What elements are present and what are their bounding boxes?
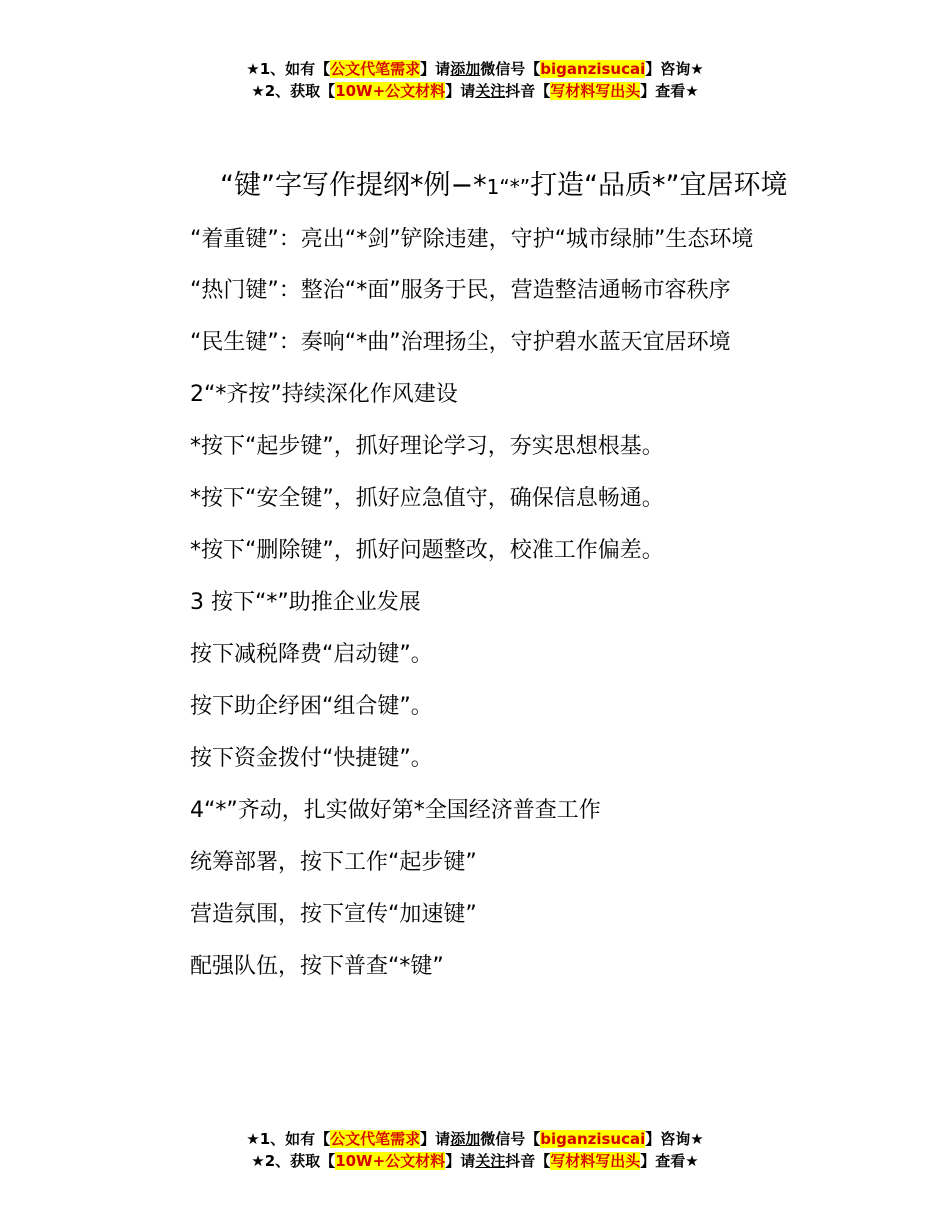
document-title [140, 162, 812, 211]
banner-highlight: 10W+公文材料 [335, 82, 446, 100]
banner-highlight: 10W+公文材料 [335, 1152, 446, 1170]
banner-highlight: 写材料写出头 [550, 1152, 641, 1170]
banner-line-1 [0, 1128, 950, 1150]
paragraph: *按下“安全键”，抓好应急值守，确保信息畅通。 [190, 486, 664, 511]
banner-text: 】查看★ [640, 1152, 699, 1170]
banner-text: 】咨询★ [645, 60, 704, 78]
banner-text: ★2、获取【 [251, 82, 336, 100]
banner-text: 】请 [445, 1152, 476, 1170]
banner-line-2 [0, 1150, 950, 1172]
banner-text: ★1、如有【 [246, 60, 331, 78]
banner-line-2 [0, 80, 950, 102]
banner-text: 抖音【 [505, 82, 551, 100]
banner-highlight: 公文代笔需求 [330, 60, 421, 78]
banner-text: 微信号【 [480, 60, 541, 78]
paragraph: 2“*齐按”持续深化作风建设 [190, 382, 458, 407]
banner-highlight: 写材料写出头 [550, 82, 641, 100]
banner-text: 】请 [420, 60, 451, 78]
paragraph: 统筹部署，按下工作“起步键” [190, 850, 477, 875]
paragraph: 按下助企纾困“组合键”。 [190, 694, 433, 719]
paragraph: 按下资金拨付“快捷键”。 [190, 746, 433, 771]
banner-highlight: biganzisucai [540, 1130, 646, 1148]
banner-emphasis: 关注 [475, 1152, 506, 1170]
paragraph: 4“*”齐动，扎实做好第*全国经济普查工作 [190, 798, 601, 823]
banner-line-1 [0, 58, 950, 80]
title-rest: 打造“品质*”宜居环境 [530, 170, 788, 201]
banner-text: ★2、获取【 [251, 1152, 336, 1170]
banner-text: 】请 [445, 82, 476, 100]
banner-text: 】查看★ [640, 82, 699, 100]
paragraph: “民生键”：奏响“*曲”治理扬尘，守护碧水蓝天宜居环境 [190, 330, 731, 355]
banner-text: 抖音【 [505, 1152, 551, 1170]
paragraph: “热门键”：整治“*面”服务于民，营造整洁通畅市容秩序 [190, 278, 731, 303]
title-small: 1“*” [486, 175, 531, 199]
top-banner [0, 58, 950, 102]
banner-text: ★1、如有【 [246, 1130, 331, 1148]
banner-highlight: 公文代笔需求 [330, 1130, 421, 1148]
paragraph: 营造氛围，按下宣传“加速键” [190, 902, 477, 927]
banner-emphasis: 关注 [475, 82, 506, 100]
banner-text: 微信号【 [480, 1130, 541, 1148]
title-main: “键”字写作提纲*例−* [220, 170, 487, 201]
paragraph: 按下减税降费“启动键”。 [190, 642, 433, 667]
banner-emphasis: 添加 [450, 1130, 481, 1148]
paragraph: *按下“起步键”，抓好理论学习，夯实思想根基。 [190, 434, 664, 459]
document-body [140, 162, 812, 988]
paragraph: “着重键”：亮出“*剑”铲除违建，守护“城市绿肺”生态环境 [190, 227, 754, 252]
bottom-banner [0, 1128, 950, 1172]
banner-highlight: biganzisucai [540, 60, 646, 78]
paragraph: 3 按下“*”助推企业发展 [190, 590, 421, 615]
banner-emphasis: 添加 [450, 60, 481, 78]
banner-text: 】请 [420, 1130, 451, 1148]
paragraph: *按下“删除键”，抓好问题整改，校准工作偏差。 [190, 538, 664, 563]
banner-text: 】咨询★ [645, 1130, 704, 1148]
paragraph: 配强队伍，按下普查“*键” [190, 954, 444, 979]
